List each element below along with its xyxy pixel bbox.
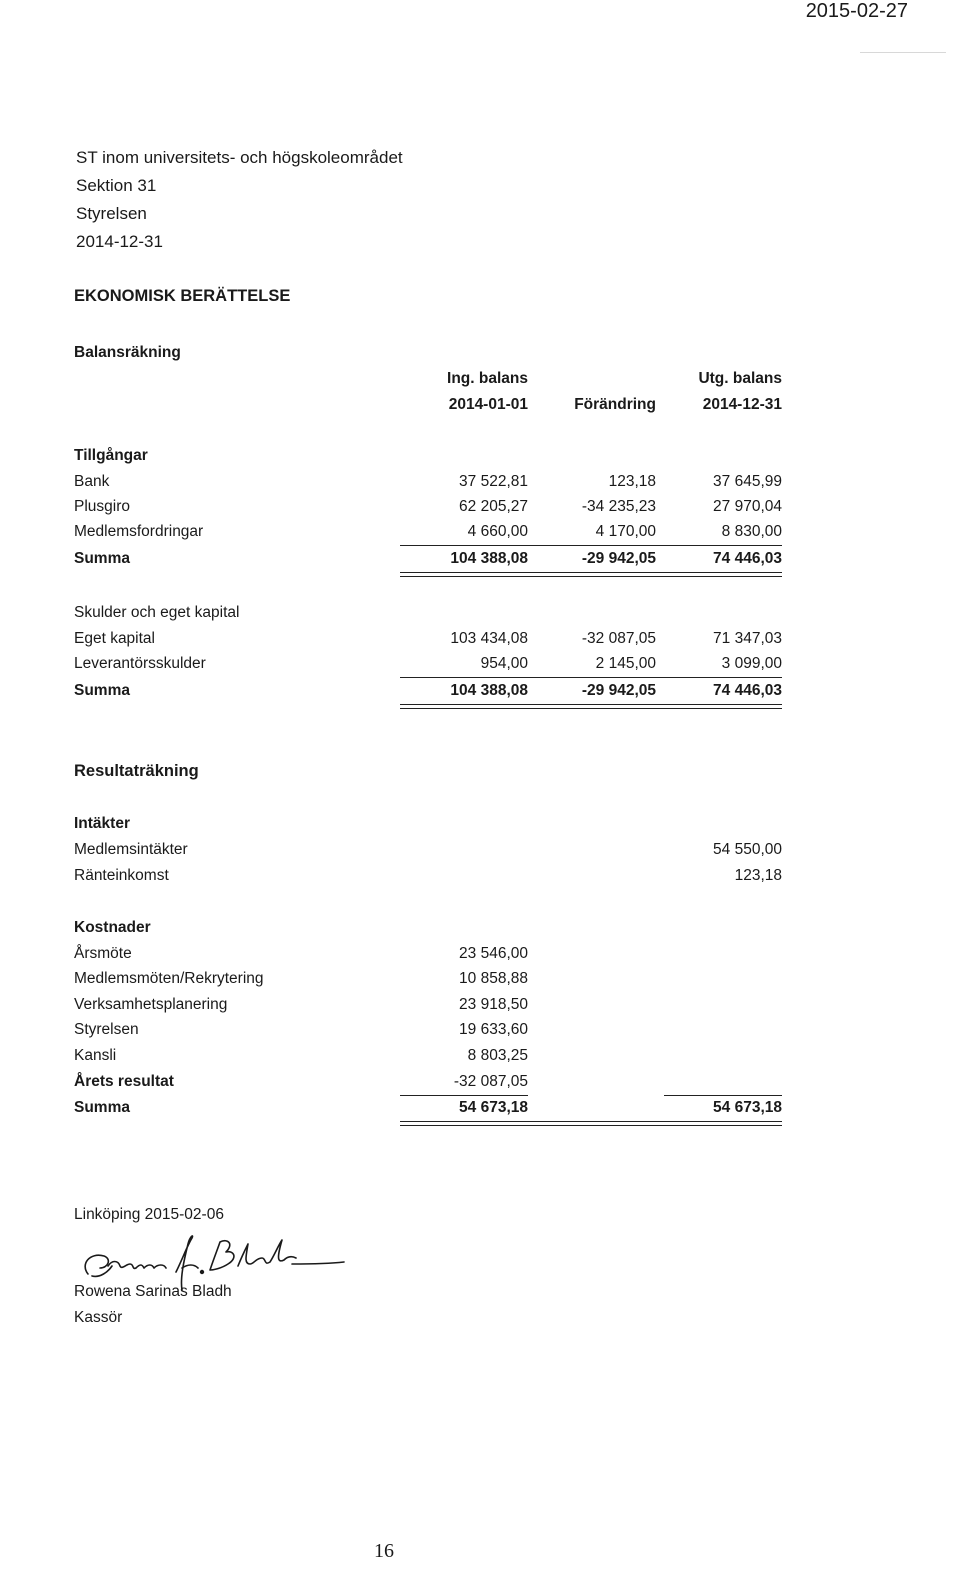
change-value: -34 235,23 (581, 498, 656, 515)
income-title: Intäkter (74, 815, 130, 832)
col-header-closing-date: 2014-12-31 (702, 396, 782, 413)
row-label: Medlemsfordringar (74, 523, 204, 540)
opening-value: 954,00 (480, 655, 528, 672)
total-opening: 104 388,08 (450, 550, 528, 567)
income-statement-title: Resultaträkning (74, 762, 199, 780)
sum-rule-top (400, 545, 782, 546)
closing-value: 37 645,99 (713, 473, 782, 490)
total-closing: 74 446,03 (713, 550, 782, 567)
change-value: 2 145,00 (595, 655, 656, 672)
sum-rule-double-1 (400, 572, 782, 573)
col-header-closing: Utg. balans (698, 370, 782, 387)
place-date: Linköping 2015-02-06 (74, 1206, 224, 1223)
balance-sheet-title: Balansräkning (74, 344, 181, 361)
row-label: Kansli (74, 1047, 117, 1064)
debit-value: 23 546,00 (459, 945, 528, 962)
total-label: Summa (74, 682, 130, 699)
col-header-change: Förändring (574, 396, 656, 413)
result-value: -32 087,05 (453, 1073, 528, 1090)
total-label: Summa (74, 550, 130, 567)
row-label: Ränteinkomst (74, 867, 169, 884)
scan-line (860, 52, 946, 53)
total-change: -29 942,05 (581, 682, 656, 699)
closing-value: 3 099,00 (721, 655, 782, 672)
debit-value: 19 633,60 (459, 1021, 528, 1038)
sum-rule-double-2 (400, 708, 782, 709)
row-label: Årsmöte (74, 945, 132, 962)
row-label: Styrelsen (74, 1021, 139, 1038)
row-label: Medlemsintäkter (74, 841, 188, 858)
report-title: EKONOMISK BERÄTTELSE (74, 287, 291, 305)
row-label: Eget kapital (74, 630, 155, 647)
credit-value: 54 550,00 (713, 841, 782, 858)
debit-value: 23 918,50 (459, 996, 528, 1013)
row-label: Leverantörsskulder (74, 655, 206, 672)
row-label: Verksamhetsplanering (74, 996, 228, 1013)
change-value: 123,18 (608, 473, 656, 490)
opening-value: 103 434,08 (450, 630, 528, 647)
debit-value: 10 858,88 (459, 970, 528, 987)
credit-value: 123,18 (734, 867, 782, 884)
change-value: 4 170,00 (595, 523, 656, 540)
debit-value: 8 803,25 (467, 1047, 528, 1064)
board-name: Styrelsen (76, 204, 147, 223)
row-label: Medlemsmöten/Rekrytering (74, 970, 264, 987)
total-opening: 104 388,08 (450, 682, 528, 699)
sum-rule-double-2 (400, 576, 782, 577)
closing-value: 27 970,04 (713, 498, 782, 515)
signer-name: Rowena Sarinas Bladh (74, 1283, 232, 1300)
row-label: Plusgiro (74, 498, 130, 515)
assets-title: Tillgångar (74, 447, 148, 464)
print-date: 2015-02-27 (805, 0, 908, 22)
costs-title: Kostnader (74, 919, 151, 936)
total-label: Summa (74, 1099, 130, 1116)
change-value: -32 087,05 (581, 630, 656, 647)
report-date: 2014-12-31 (76, 232, 163, 251)
sum-rule-double-1 (400, 1121, 782, 1122)
total-debit: 54 673,18 (459, 1099, 528, 1116)
closing-value: 71 347,03 (713, 630, 782, 647)
result-label: Årets resultat (74, 1073, 174, 1090)
col-header-opening: Ing. balans (447, 370, 528, 387)
sum-rule-double-2 (400, 1125, 782, 1126)
opening-value: 37 522,81 (459, 473, 528, 490)
liabilities-title: Skulder och eget kapital (74, 604, 240, 621)
closing-value: 8 830,00 (721, 523, 782, 540)
col-header-opening-date: 2014-01-01 (448, 396, 528, 413)
opening-value: 4 660,00 (467, 523, 528, 540)
total-closing: 74 446,03 (713, 682, 782, 699)
total-change: -29 942,05 (581, 550, 656, 567)
sum-rule-top-debit (400, 1095, 528, 1096)
row-label: Bank (74, 473, 110, 490)
sum-rule-double-1 (400, 704, 782, 705)
total-credit: 54 673,18 (713, 1099, 782, 1116)
signer-title: Kassör (74, 1309, 123, 1326)
section-name: Sektion 31 (76, 176, 157, 195)
organization-name: ST inom universitets- och högskoleområdet (76, 148, 403, 167)
sum-rule-top (400, 677, 782, 678)
sum-rule-top-credit (664, 1095, 782, 1096)
opening-value: 62 205,27 (459, 498, 528, 515)
page-number: 16 (374, 1540, 394, 1562)
